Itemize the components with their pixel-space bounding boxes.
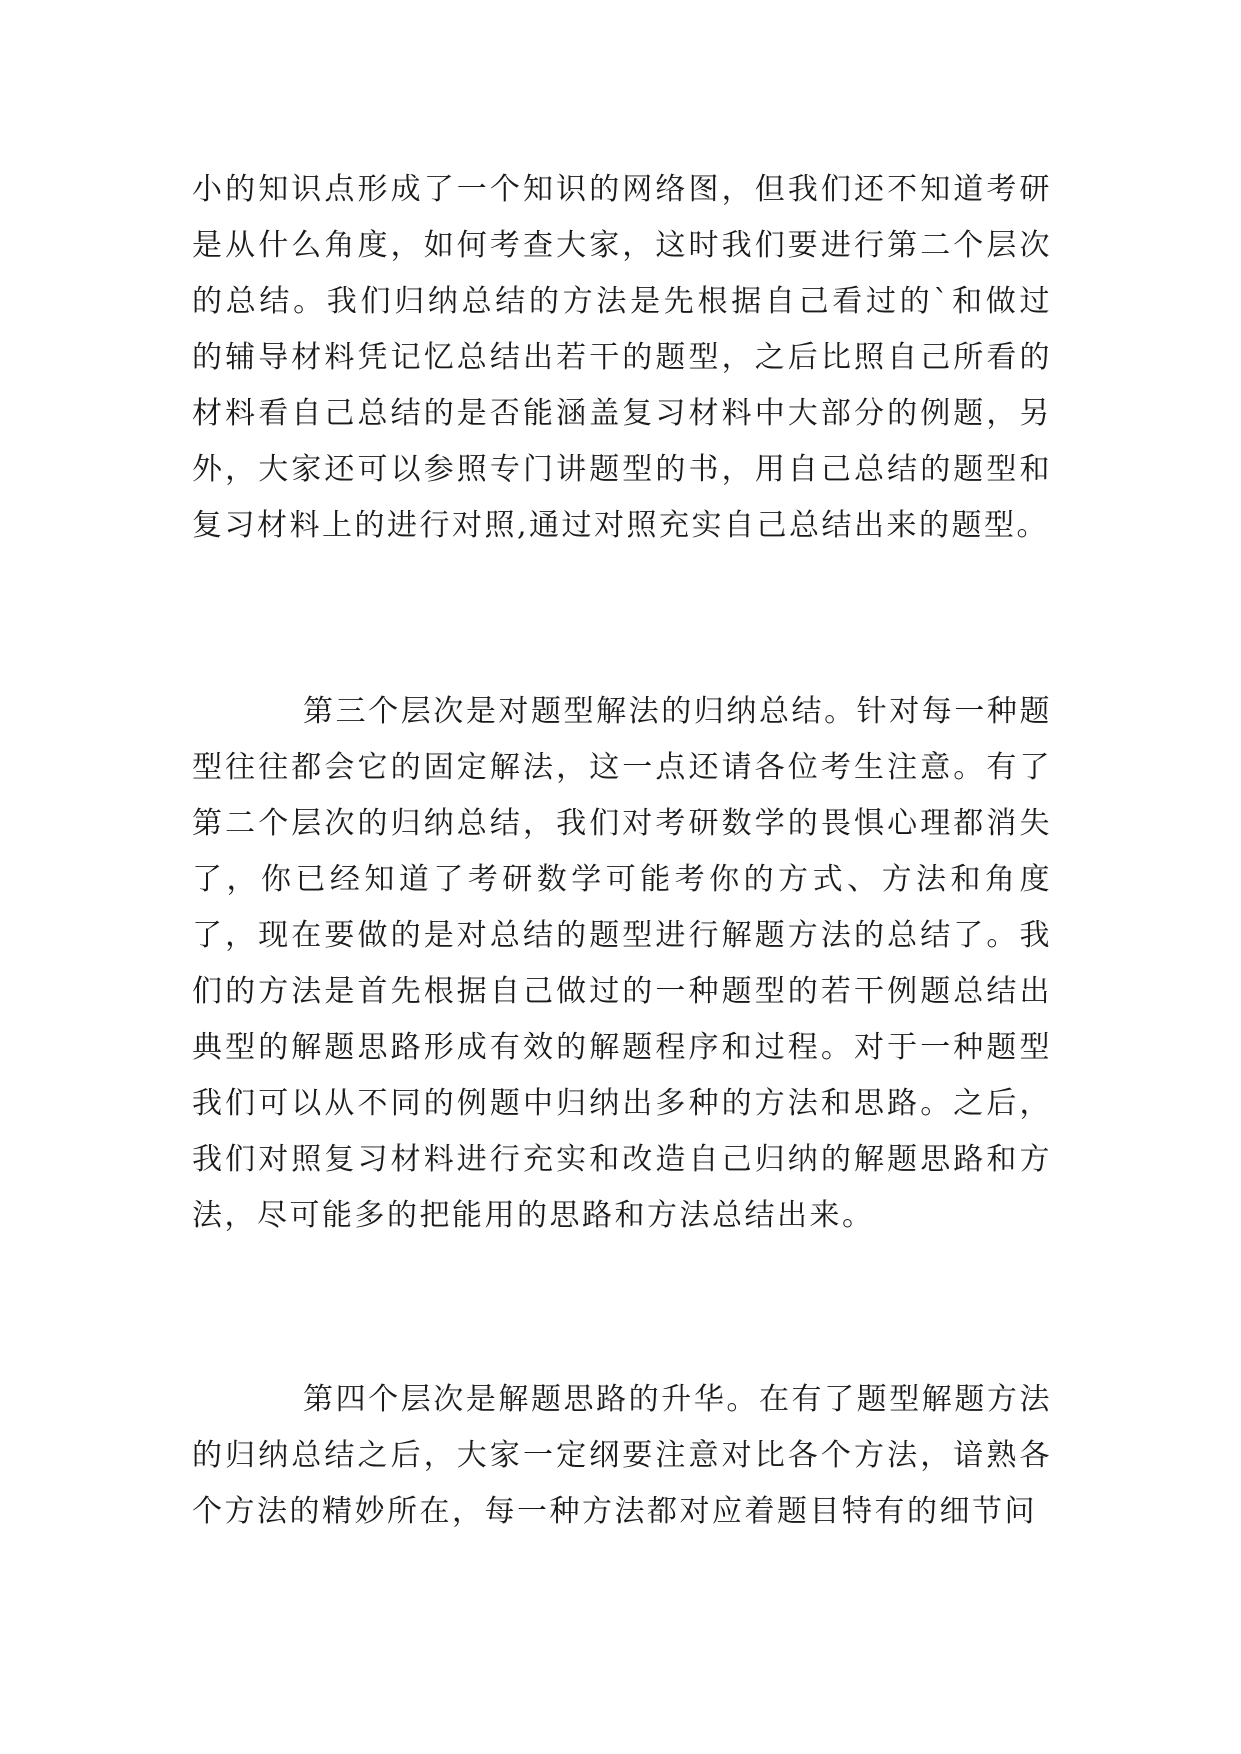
paragraph-third-level-summary: 第三个层次是对题型解法的归纳总结。针对每一种题型往往都会它的固定解法，这一点还请各位考生注意。有了第二个层次的归纳总结，我们对考研数学的畏惧心理都消失了，你已经知道了考研数学可能考你的方式、方法和角度了，现在要做的是对总结的题型进行解题方法的总结了。我们的方法是首先根据自己做过的一种题型的若干例题总结出典型的解题思路形成有效的解题程序和过程。对于一种题型我们可以从不同的例题中归纳出多种的方法和思路。之后，我们对照复习材料进行充实和改造自己归纳的解题思路和方法，尽可能多的把能用的思路和方法总结出来。: [192, 694, 1052, 1233]
paragraph-fourth-level-summary: 第四个层次是解题思路的升华。在有了题型解题方法的归纳总结之后，大家一定纲要注意对比各个方法，谙熟各个方法的精妙所在，每一种方法都对应着题目特有的细节问: [192, 1382, 1052, 1529]
paragraph-continuation-second-level-summary: 小的知识点形成了一个知识的网络图，但我们还不知道考研是从什么角度，如何考查大家，这时我们要进行第二个层次的总结。我们归纳总结的方法是先根据自己看过的`和做过的辅导材料凭记忆总结出若干的题型，之后比照自己所看的材料看自己总结的是否能涵盖复习材料中大部分的例题，另外，大家还可以参照专门讲题型的书，用自己总结的题型和复习材料上的进行对照,通过对照充实自己总结出来的题型。: [192, 172, 1052, 543]
